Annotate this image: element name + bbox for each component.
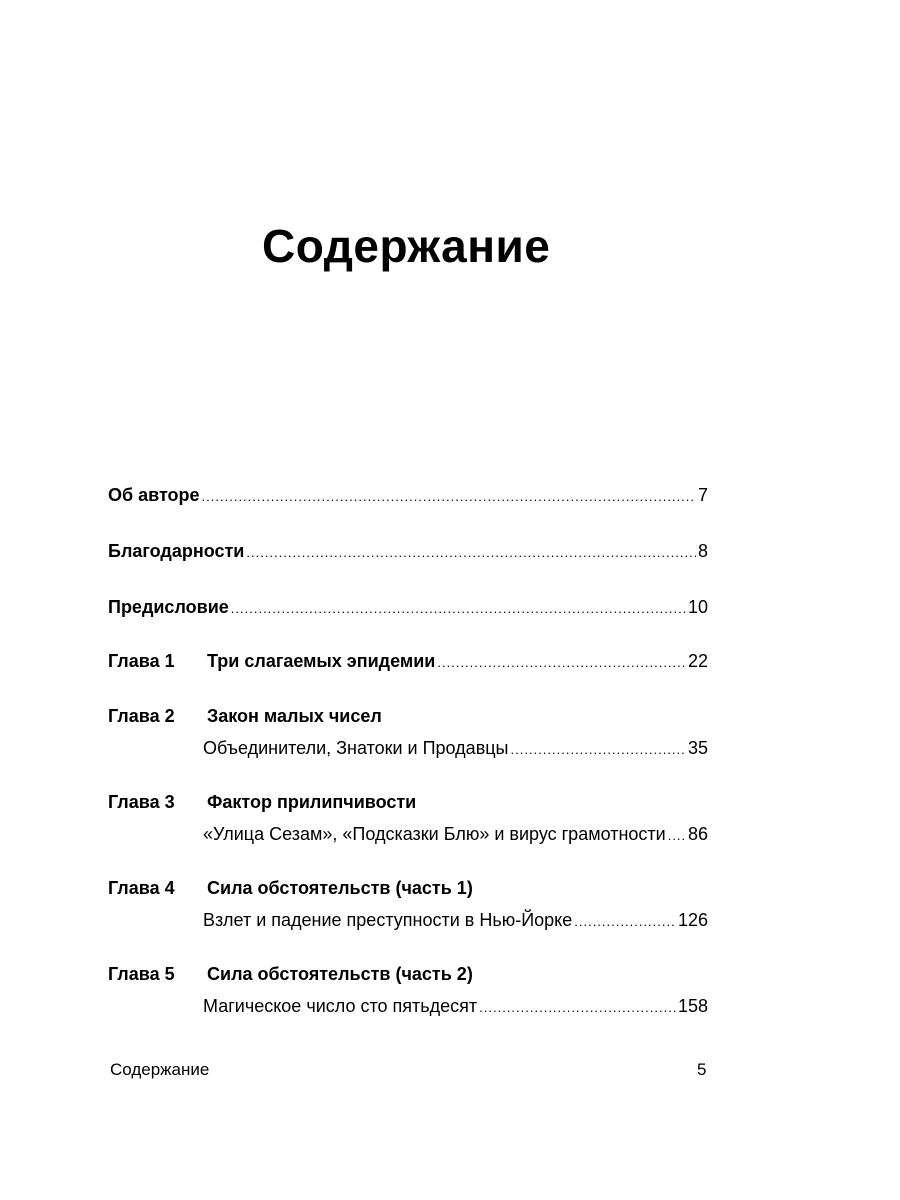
- toc-page-number: 35: [687, 738, 708, 758]
- chapter-subtitle: Магическое число сто пятьдесят: [203, 996, 478, 1016]
- toc-page-number: 7: [697, 485, 708, 505]
- toc-chapter-4-subtitle[interactable]: [203, 908, 708, 934]
- toc-chapter-1[interactable]: [108, 649, 708, 675]
- toc-chapter-3[interactable]: [108, 790, 708, 814]
- toc-page-number: 158: [677, 996, 708, 1016]
- chapter-subtitle: Объединители, Знатоки и Продавцы: [203, 738, 509, 758]
- toc-page-number: 86: [687, 824, 708, 844]
- chapter-title: Три слагаемых эпидемии: [207, 651, 436, 671]
- dot-leader: [479, 994, 676, 1020]
- toc-entry-title: Благодарности: [108, 541, 245, 561]
- toc-entry-acknowledgements[interactable]: [108, 539, 708, 565]
- dot-leader: [202, 483, 696, 509]
- toc-entry-preface[interactable]: [108, 595, 708, 621]
- toc-chapter-2[interactable]: [108, 704, 708, 728]
- toc-chapter-5[interactable]: [108, 962, 708, 986]
- dot-leader: [246, 539, 696, 565]
- toc-page-number: 8: [697, 541, 708, 561]
- toc-entry-about-author[interactable]: [108, 483, 708, 509]
- dot-leader: [668, 822, 686, 848]
- chapter-label: Глава 5: [108, 964, 175, 984]
- chapter-label: Глава 4: [108, 878, 175, 898]
- chapter-title: Сила обстоятельств (часть 2): [207, 964, 473, 984]
- toc-page-number: 126: [677, 910, 708, 930]
- dot-leader: [574, 908, 676, 934]
- folio-page-number: 5: [697, 1060, 707, 1079]
- dot-leader: [231, 595, 686, 621]
- table-of-contents: [108, 0, 708, 1200]
- chapter-title: Сила обстоятельств (часть 1): [207, 878, 473, 898]
- chapter-subtitle: «Улица Сезам», «Подсказки Блю» и вирус грамотности: [203, 824, 666, 844]
- toc-page-number: 10: [687, 597, 708, 617]
- chapter-title: Закон малых чисел: [207, 706, 382, 726]
- running-footer-title: Содержание: [110, 1060, 210, 1079]
- toc-page-number: 22: [687, 651, 708, 671]
- dot-leader: [511, 736, 686, 762]
- toc-chapter-2-subtitle[interactable]: [203, 736, 708, 762]
- toc-entry-title: Об авторе: [108, 485, 200, 505]
- chapter-label: Глава 2: [108, 706, 175, 726]
- toc-chapter-3-subtitle[interactable]: [203, 822, 708, 848]
- chapter-title: Фактор прилипчивости: [207, 792, 417, 812]
- dot-leader: [437, 649, 686, 675]
- toc-chapter-5-subtitle[interactable]: [203, 994, 708, 1020]
- toc-chapter-4[interactable]: [108, 876, 708, 900]
- toc-entry-title: Предисловие: [108, 597, 229, 617]
- chapter-label: Глава 3: [108, 792, 175, 812]
- page-title: Содержание: [262, 220, 551, 272]
- chapter-subtitle: Взлет и падение преступности в Нью-Йорке: [203, 910, 573, 930]
- chapter-label: Глава 1: [108, 651, 175, 671]
